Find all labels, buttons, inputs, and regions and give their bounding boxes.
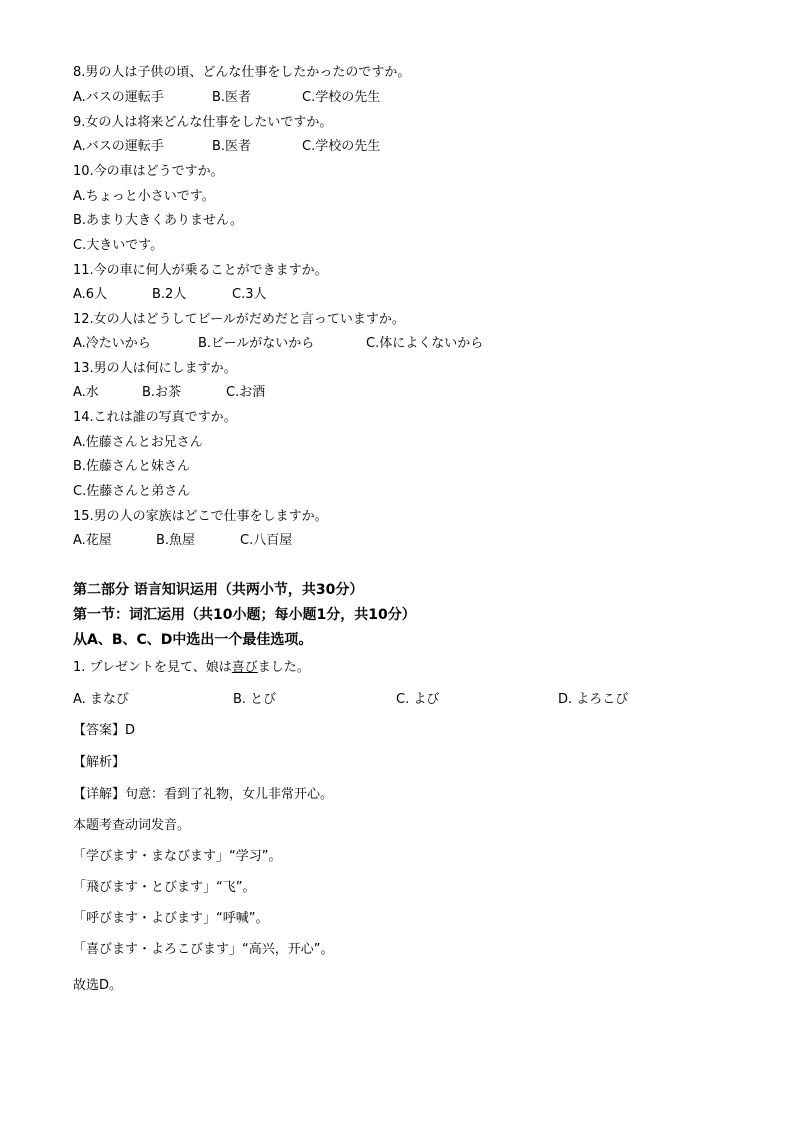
explanation-3: 「飛びます・とびます」“飞”。 bbox=[73, 880, 256, 895]
q8-option-c: C.学校の先生 bbox=[302, 90, 381, 105]
q13-option-a: A.水 bbox=[73, 385, 99, 400]
detail-text: 句意：看到了礼物，女儿非常开心。 bbox=[125, 787, 334, 802]
q14-option-c: C.佐藤さんと弟さん bbox=[73, 484, 191, 499]
detail-line bbox=[73, 786, 333, 804]
q10-option-a: A.ちょっと小さいです。 bbox=[73, 189, 215, 204]
vocab-q1-option-c: C. よび bbox=[396, 692, 440, 707]
question-9: 9.女の人は将来どんな仕事をしたいですか。 bbox=[73, 115, 333, 130]
question-11: 11.今の車に何人が乗ることができますか。 bbox=[73, 263, 328, 278]
q10-option-b: B.あまり大きくありません。 bbox=[73, 213, 243, 228]
vocab-q1-option-b: B. とび bbox=[233, 692, 277, 707]
vocab-question-1 bbox=[73, 659, 310, 677]
q9-option-c: C.学校の先生 bbox=[302, 139, 381, 154]
q8-option-b: B.医者 bbox=[212, 90, 252, 105]
q11-option-c: C.3人 bbox=[232, 287, 267, 302]
q12-option-a: A.冷たいから bbox=[73, 336, 151, 351]
explanation-2: 「学びます・まなびます」“学习”。 bbox=[73, 849, 282, 864]
explanation-1: 本题考查动词发音。 bbox=[73, 818, 191, 833]
vocab-q1-option-a: A. まなび bbox=[73, 692, 129, 707]
q14-option-b: B.佐藤さんと妹さん bbox=[73, 459, 191, 474]
answer-label: 【答案】 bbox=[73, 723, 126, 738]
vocab-q1-suffix: ました。 bbox=[257, 660, 310, 675]
section1-heading: 第一节：词汇运用（共10小题；每小题1分，共10分） bbox=[73, 607, 416, 623]
q12-option-b: B.ビールがないから bbox=[198, 336, 315, 351]
vocab-q1-underlined-word: 喜び bbox=[231, 660, 258, 675]
explanation-4: 「呼びます・よびます」“呼喊”。 bbox=[73, 911, 269, 926]
q13-option-b: B.お茶 bbox=[142, 385, 182, 400]
answer-value: D bbox=[125, 723, 136, 738]
vocab-q1-option-d: D. よろこび bbox=[558, 692, 629, 707]
detail-label: 【详解】 bbox=[73, 787, 126, 802]
question-10: 10.今の車はどうですか。 bbox=[73, 164, 224, 179]
q11-option-a: A.6人 bbox=[73, 287, 108, 302]
q12-option-c: C.体によくないから bbox=[366, 336, 484, 351]
q9-option-a: A.バスの運転手 bbox=[73, 139, 164, 154]
q11-option-b: B.2人 bbox=[152, 287, 187, 302]
question-8: 8.男の人は子供の頃、どんな仕事をしたかったのですか。 bbox=[73, 65, 411, 80]
vocab-q1-prefix: 1. プレゼントを見て、娘は bbox=[73, 660, 232, 675]
conclusion: 故选D。 bbox=[73, 978, 123, 993]
q15-option-a: A.花屋 bbox=[73, 533, 112, 548]
q9-option-b: B.医者 bbox=[212, 139, 252, 154]
question-13: 13.男の人は何にしますか。 bbox=[73, 361, 237, 376]
q10-option-c: C.大きいです。 bbox=[73, 238, 164, 253]
question-14: 14.これは誰の写真ですか。 bbox=[73, 410, 237, 425]
q13-option-c: C.お酒 bbox=[226, 385, 266, 400]
instruction-heading: 从A、B、C、D中选出一个最佳选项。 bbox=[73, 632, 313, 648]
analysis-label: 【解析】 bbox=[73, 755, 126, 770]
part2-heading: 第二部分 语言知识运用（共两小节，共30分） bbox=[73, 582, 364, 598]
q15-option-b: B.魚屋 bbox=[156, 533, 196, 548]
question-15: 15.男の人の家族はどこで仕事をしますか。 bbox=[73, 509, 328, 524]
question-12: 12.女の人はどうしてビールがだめだと言っていますか。 bbox=[73, 312, 405, 327]
q15-option-c: C.八百屋 bbox=[240, 533, 293, 548]
q14-option-a: A.佐藤さんとお兄さん bbox=[73, 435, 203, 450]
answer-line bbox=[73, 722, 135, 740]
explanation-5: 「喜びます・よろこびます」“高兴，开心”。 bbox=[73, 942, 334, 957]
q8-option-a: A.バスの運転手 bbox=[73, 90, 164, 105]
